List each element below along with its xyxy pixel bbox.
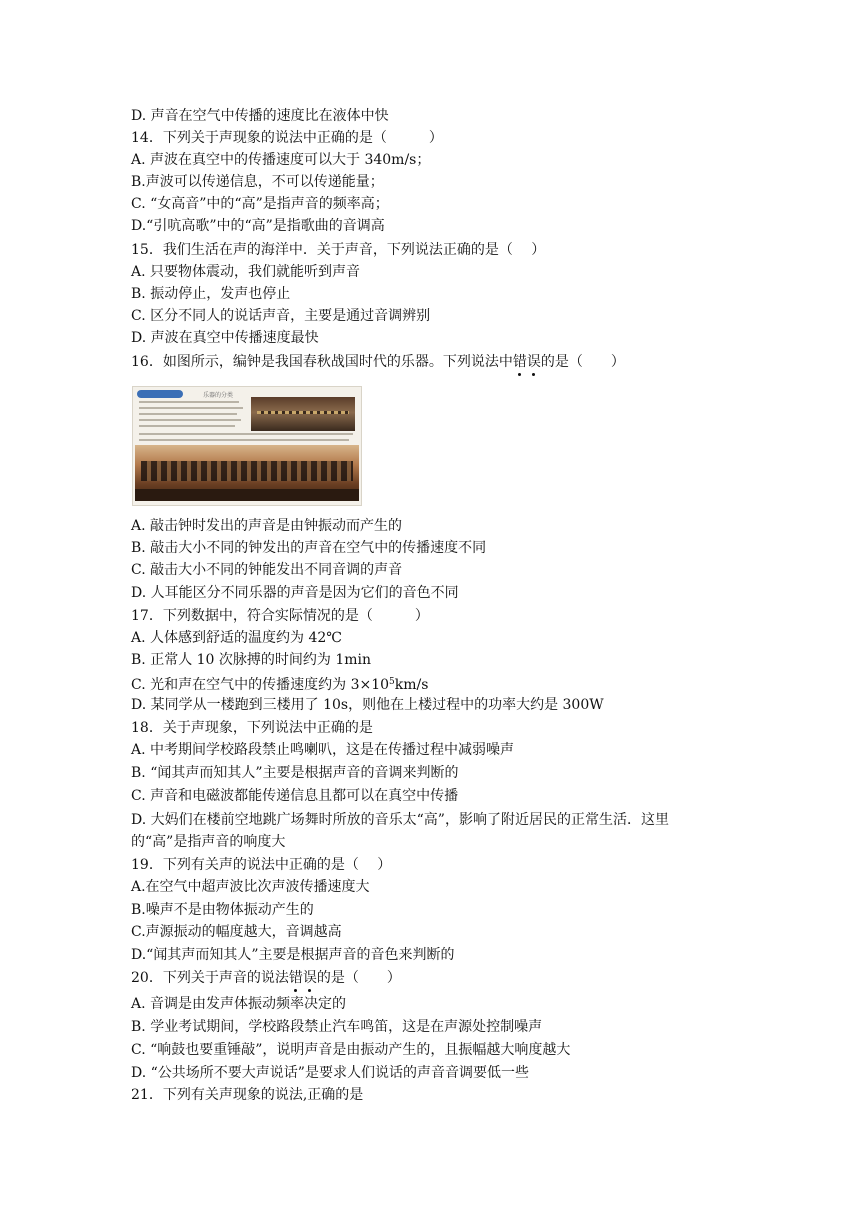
emphasis-char: 错	[512, 354, 527, 370]
figure-header-badge	[137, 390, 183, 398]
question-19: 19．下列有关声的说法中正确的是（ ）	[131, 857, 392, 873]
figure-text-line	[139, 419, 241, 421]
option-19-b: B.噪声不是由物体振动产生的	[131, 902, 314, 918]
option-18-c: C. 声音和电磁波都能传递信息且都可以在真空中传播	[131, 788, 459, 804]
option-19-d: D.“闻其声而知其人”主要是根据声音的音色来判断的	[131, 947, 455, 963]
option-17-c-unit: km/s	[394, 677, 429, 693]
option-17-a: A. 人体感到舒适的温度约为 42℃	[131, 630, 342, 646]
question-15: 15．我们生活在声的海洋中．关于声音，下列说法正确的是（ ）	[131, 242, 546, 258]
option-17-b: B. 正常人 10 次脉搏的时间约为 1min	[131, 652, 372, 668]
option-18-b: B. “闻其声而知其人”主要是根据声音的音调来判断的	[131, 765, 459, 781]
question-14: 14．下列关于声现象的说法中正确的是（ ）	[131, 130, 443, 146]
question-20-text: 20．下列关于声音的说法	[131, 970, 289, 986]
question-18: 18．关于声现象，下列说法中正确的是	[131, 720, 373, 736]
figure-text-line	[139, 439, 349, 441]
stage-floor	[135, 489, 359, 501]
figure-text-line	[139, 425, 235, 427]
option-14-c: C. “女高音”中的“高”是指声音的频率高；	[131, 196, 389, 212]
emphasis-char: 误	[302, 970, 317, 986]
emphasis-char: 错	[288, 970, 303, 986]
option-20-a: A. 音调是由发声体振动频率决定的	[131, 996, 347, 1012]
question-16-text: 16．如图所示，编钟是我国春秋战国时代的乐器。下列说法中	[131, 354, 513, 370]
figure-title: 乐器的分类	[203, 392, 234, 399]
option-16-b: B. 敲击大小不同的钟发出的声音在空气中的传播速度不同	[131, 540, 487, 556]
option-15-a: A. 只要物体震动，我们就能听到声音	[131, 264, 361, 280]
question-21: 21．下列有关声现象的说法,正确的是	[131, 1087, 364, 1103]
bianzhong-figure	[132, 386, 362, 506]
option-17-c	[131, 672, 428, 695]
bells-row	[141, 461, 353, 481]
option-18-a: A. 中考期间学校路段禁止鸣喇叭，这是在传播过程中减弱噪声	[131, 742, 515, 758]
option-14-d: D.“引吭高歌”中的“高”是指歌曲的音调高	[131, 218, 385, 234]
option-20-d: D. “公共场所不要大声说话”是要求人们说话的声音音调要低一些	[131, 1065, 529, 1081]
option-16-a: A. 敲击钟时发出的声音是由钟振动而产生的	[131, 518, 403, 534]
option-18-d-cont: 的“高”是指声音的响度大	[131, 834, 286, 850]
question-16-text-end: 的是（ ）	[540, 354, 625, 370]
question-20-text-end: 的是（ ）	[316, 970, 401, 986]
option-19-c: C.声源振动的幅度越大，音调越高	[131, 924, 342, 940]
question-16	[131, 352, 625, 372]
emphasis-char: 误	[526, 354, 541, 370]
option-16-c: C. 敲击大小不同的钟能发出不同音调的声音	[131, 562, 403, 578]
figure-text-line	[139, 407, 243, 409]
figure-text-line	[139, 413, 237, 415]
option-15-b: B. 振动停止，发声也停止	[131, 286, 291, 302]
option-15-d: D. 声波在真空中传播速度最快	[131, 330, 319, 346]
orchestra-photo	[251, 397, 355, 431]
option-19-a: A.在空气中超声波比次声波传播速度大	[131, 879, 370, 895]
option-17-d: D. 某同学从一楼跑到三楼用了 10s，则他在上楼过程中的功率大约是 300W	[131, 697, 604, 713]
option-14-b: B.声波可以传递信息，不可以传递能量；	[131, 174, 384, 190]
option-20-b: B. 学业考试期间，学校路段禁止汽车鸣笛，这是在声源处控制噪声	[131, 1019, 543, 1035]
option-18-d: D. 大妈们在楼前空地跳广场舞时所放的音乐太“高”，影响了附近居民的正常生活．这里	[131, 812, 669, 828]
option-20-c: C. “响鼓也要重锤敲”，说明声音是由振动产生的，且振幅越大响度越大	[131, 1042, 571, 1058]
option-15-c: C. 区分不同人的说话声音，主要是通过音调辨别	[131, 308, 431, 324]
question-17: 17．下列数据中，符合实际情况的是（ ）	[131, 608, 429, 624]
bianzhong-photo	[135, 445, 359, 501]
question-20	[131, 968, 401, 988]
option-17-c-text: C. 光和声在空气中的传播速度约为 3×10	[131, 677, 390, 693]
option-13-d: D. 声音在空气中传播的速度比在液体中快	[131, 108, 389, 124]
exponent: 5	[389, 677, 395, 687]
figure-text-line	[139, 401, 239, 403]
figure-text-line	[139, 433, 353, 435]
option-14-a: A. 声波在真空中的传播速度可以大于 340m/s；	[131, 152, 431, 168]
option-16-d: D. 人耳能区分不同乐器的声音是因为它们的音色不同	[131, 585, 459, 601]
